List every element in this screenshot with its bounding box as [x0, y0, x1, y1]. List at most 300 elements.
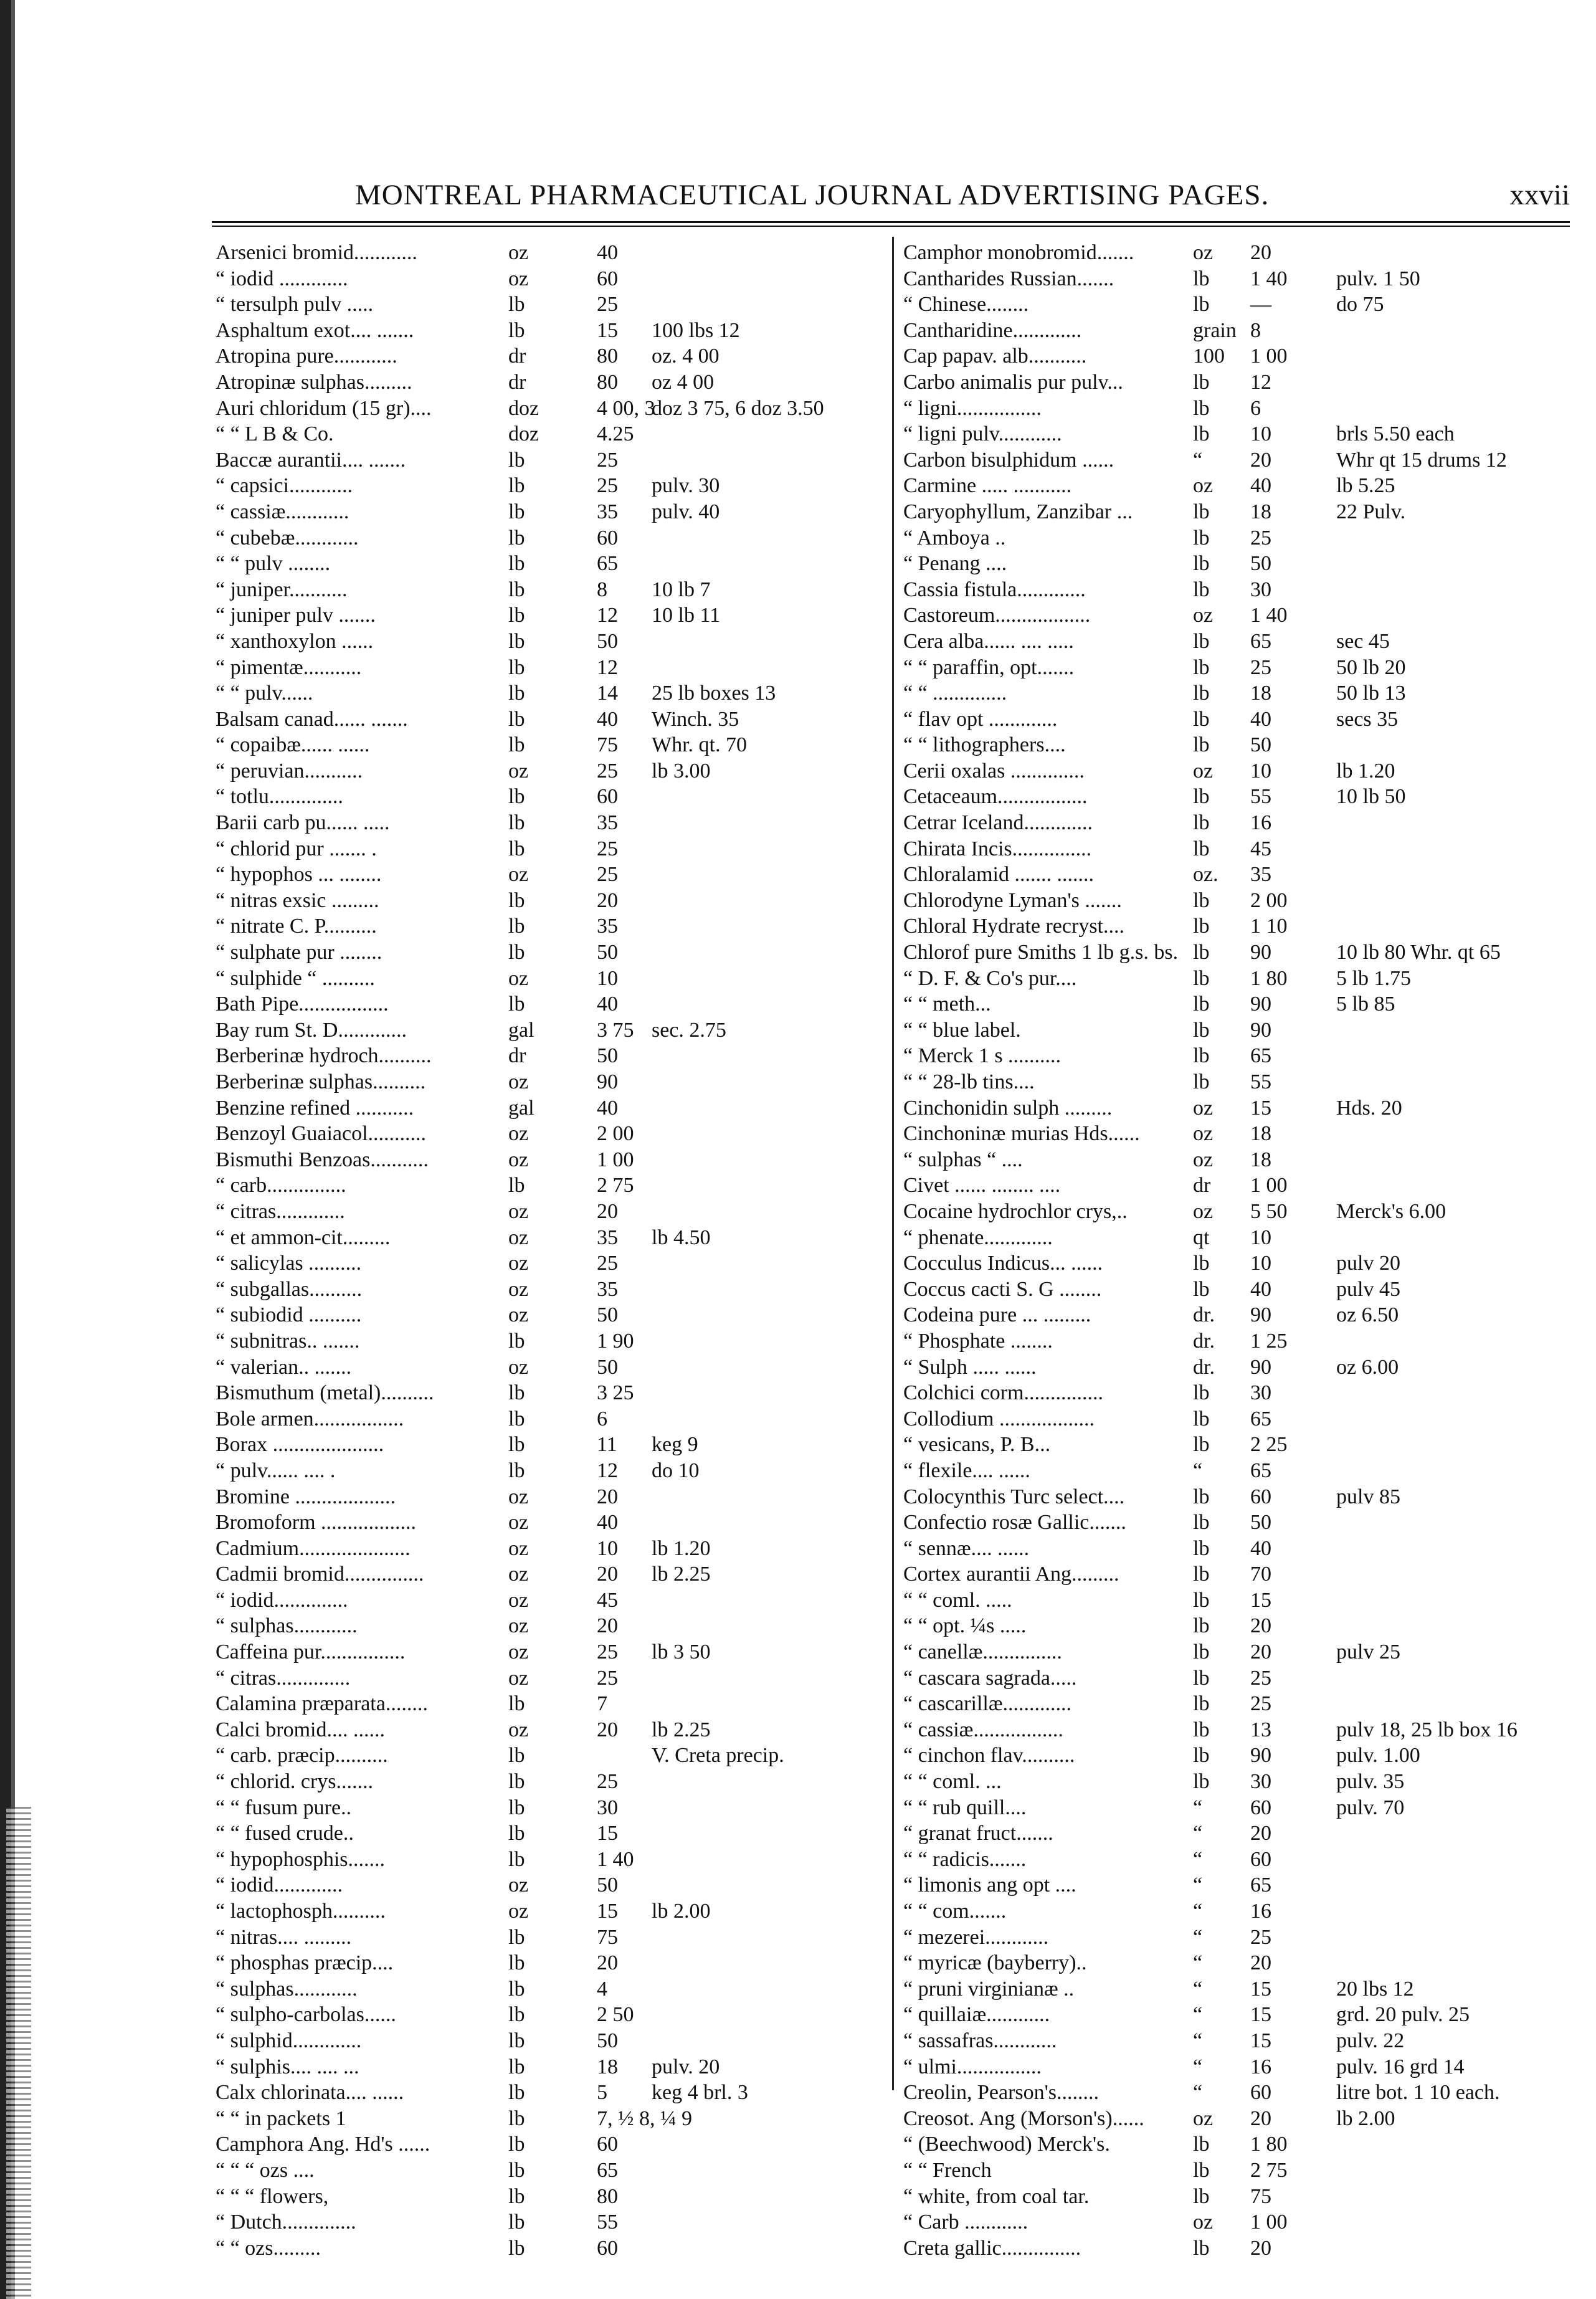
item-name: Cerii oxalas .............. [903, 759, 1085, 783]
item-name: “ pruni virginianæ .. [903, 1977, 1075, 2001]
item-unit: lb [508, 1459, 525, 1482]
item-price: 50 [1250, 552, 1271, 576]
price-list-row [216, 1017, 901, 1044]
item-unit: lb [1193, 992, 1210, 1016]
price-list-row [216, 1354, 901, 1381]
item-name: Cocaine hydrochlor crys,.. [903, 1199, 1128, 1223]
item-price: 1 25 [1250, 1329, 1288, 1353]
item-price: 90 [1250, 992, 1271, 1016]
price-list-row [900, 240, 1573, 266]
item-name: Carbo animalis pur pulv... [903, 370, 1123, 394]
item-name: Borax ..................... [216, 1433, 384, 1457]
item-unit: oz [1193, 759, 1214, 783]
item-unit: lb [1193, 500, 1210, 523]
item-name: “ citras.............. [216, 1666, 351, 1690]
item-unit: lb [1193, 1407, 1210, 1430]
price-list-row [216, 1458, 901, 1484]
price-list-row [216, 1821, 901, 1847]
item-unit: lb [508, 682, 525, 705]
item-note: Whr qt 15 drums 12 [1336, 448, 1507, 472]
price-list-row [216, 1484, 901, 1510]
item-unit: grain [1193, 318, 1237, 342]
journal-title: MONTREAL PHARMACEUTICAL JOURNAL ADVERTISING PAGES. [355, 179, 1270, 211]
price-list-row [216, 1743, 901, 1769]
item-price: 30 [1250, 1381, 1271, 1405]
item-unit: lb [1193, 837, 1210, 860]
item-name: Confectio rosæ Gallic....... [903, 1511, 1126, 1535]
item-note: 10 lb 11 [652, 604, 721, 627]
item-price: 1 40 [1250, 604, 1288, 627]
item-note: lb 1.20 [1336, 759, 1395, 783]
price-list-row [900, 602, 1573, 629]
item-unit: lb [508, 1744, 525, 1768]
item-unit: lb [1193, 1718, 1210, 1741]
price-list-row [216, 292, 901, 318]
item-price: 20 [597, 1199, 618, 1223]
item-name: “ carb............... [216, 1174, 346, 1197]
price-list-row [216, 991, 901, 1017]
item-name: “ vesicans, P. B... [903, 1433, 1051, 1457]
item-unit: doz [508, 422, 539, 446]
item-name: “ “ rub quill.... [903, 1796, 1027, 1819]
item-price: 40 [1250, 707, 1271, 731]
item-unit: lb [508, 1407, 525, 1430]
item-price: 12 [597, 1459, 618, 1482]
item-note: 25 lb boxes 13 [652, 682, 776, 705]
price-list-row [216, 1510, 901, 1536]
item-unit: lb [508, 707, 525, 731]
item-name: “ granat fruct....... [903, 1822, 1053, 1845]
item-name: “ “ com....... [903, 1900, 1007, 1923]
item-note: Merck's 6.00 [1336, 1199, 1446, 1223]
item-note: pulv. 1 50 [1336, 267, 1420, 290]
item-price: 25 [1250, 655, 1271, 679]
header-rule-top [212, 221, 1570, 223]
item-note: lb 2.00 [1336, 2106, 1395, 2130]
item-name: “ chlorid. crys....... [216, 1770, 374, 1794]
price-list-row [216, 2158, 901, 2184]
item-price: 20 [1250, 2236, 1271, 2260]
price-list-row [216, 784, 901, 810]
item-name: “ Dutch.............. [216, 2211, 356, 2234]
item-price: 20 [597, 1951, 618, 1975]
item-unit: lb [508, 474, 525, 498]
price-list-row [900, 2158, 1573, 2184]
price-list-row [216, 1950, 901, 1976]
item-unit: lb [1193, 707, 1210, 731]
item-name: “ iodid.............. [216, 1588, 348, 1612]
item-unit: lb [1193, 785, 1210, 809]
item-name: “ subgallas.......... [216, 1277, 363, 1301]
price-list-row [900, 1225, 1573, 1251]
item-unit: lb [508, 915, 525, 938]
item-name: “ “ radicis....... [903, 1847, 1027, 1871]
item-name: “ limonis ang opt .... [903, 1873, 1076, 1897]
item-unit: oz [508, 1070, 529, 1093]
price-list-row [900, 2106, 1573, 2132]
item-note: litre bot. 1 10 each. [1336, 2081, 1500, 2105]
price-list-row [216, 1225, 901, 1251]
item-unit: lb [508, 500, 525, 523]
item-name: “ iodid ............. [216, 267, 348, 290]
item-note: lb 2.25 [652, 1718, 711, 1741]
item-price: 40 [597, 707, 618, 731]
price-list-row [900, 1847, 1573, 1873]
price-list-row [900, 862, 1573, 888]
item-name: “ “ 28-lb tins.... [903, 1070, 1035, 1093]
item-price: 15 [597, 318, 618, 342]
price-list-row [900, 1017, 1573, 1044]
item-unit: oz [508, 1252, 529, 1275]
item-note: lb 3 50 [652, 1640, 711, 1664]
item-note: grd. 20 pulv. 25 [1336, 2003, 1470, 2027]
item-unit: lb [1193, 396, 1210, 420]
item-price: 50 [597, 1355, 618, 1379]
item-price: 16 [1250, 2055, 1271, 2078]
item-name: “ cascarillæ............. [903, 1692, 1072, 1716]
item-name: “ Penang .... [903, 552, 1007, 576]
item-name: “ flav opt ............. [903, 707, 1058, 731]
item-unit: lb [508, 992, 525, 1016]
item-unit: lb [1193, 2236, 1210, 2260]
item-price: 45 [1250, 837, 1271, 860]
item-unit: “ [1193, 448, 1203, 472]
item-name: “ “ ozs......... [216, 2236, 321, 2260]
item-note: V. Creta precip. [652, 1744, 784, 1768]
price-list-row [900, 1795, 1573, 1821]
item-price: 90 [1250, 1018, 1271, 1042]
item-price: 10 [597, 1536, 618, 1560]
item-note: sec. 2.75 [652, 1018, 726, 1042]
item-price: 8 [1250, 318, 1261, 342]
price-list-row [216, 1665, 901, 1692]
item-price: 60 [597, 2236, 618, 2260]
item-price: 65 [1250, 1044, 1271, 1068]
item-unit: lb [508, 2055, 525, 2078]
price-list-row [216, 1691, 901, 1717]
price-list-row [900, 1328, 1573, 1354]
item-name: Calci bromid.... ...... [216, 1718, 385, 1741]
item-price: 18 [1250, 1148, 1271, 1171]
item-unit: oz [1193, 1199, 1214, 1223]
item-unit: lb [1193, 1252, 1210, 1275]
item-unit: oz [508, 1122, 529, 1146]
item-unit: oz [1193, 2211, 1214, 2234]
item-unit: lb [1193, 526, 1210, 550]
item-note: lb 1.20 [652, 1536, 711, 1560]
item-name: “ “ pulv ........ [216, 552, 331, 576]
item-name: “ Amboya .. [903, 526, 1006, 550]
item-price: 1 40 [597, 1847, 634, 1871]
item-name: Bole armen................. [216, 1407, 404, 1430]
item-price: 1 00 [597, 1148, 634, 1171]
item-name: “ sulphas............ [216, 1614, 358, 1638]
item-price: 16 [1250, 811, 1271, 835]
item-name: Chlorof pure Smiths 1 lb g.s. bs. [903, 941, 1179, 964]
item-name: “ sulphide “ .......... [216, 966, 375, 990]
item-price: 90 [1250, 1355, 1271, 1379]
item-name: Carbon bisulphidum ...... [903, 448, 1114, 472]
item-name: Baccæ aurantii.... ....... [216, 448, 406, 472]
price-list-row [900, 499, 1573, 525]
item-unit: oz [508, 1588, 529, 1612]
item-name: Bismuthum (metal).......... [216, 1381, 434, 1405]
item-price: 25 [1250, 526, 1271, 550]
item-price: 60 [597, 2133, 618, 2156]
item-price: 8 [597, 578, 607, 601]
item-price: 3 25 [597, 1381, 634, 1405]
price-list-row [216, 1717, 901, 1743]
item-price: 50 [1250, 1511, 1271, 1535]
item-unit: lb [1193, 811, 1210, 835]
item-name: “ tersulph pulv ..... [216, 293, 374, 317]
item-price: 65 [1250, 1873, 1271, 1897]
item-note: keg 9 [652, 1433, 698, 1457]
item-price: 15 [1250, 1977, 1271, 2001]
item-unit: lb [508, 526, 525, 550]
item-name: Castoreum.................. [903, 604, 1091, 627]
item-price: 60 [597, 267, 618, 290]
item-price: 2 50 [597, 2003, 634, 2027]
item-unit: gal [508, 1096, 534, 1120]
price-list-row [216, 810, 901, 836]
item-unit: oz. [1193, 863, 1218, 887]
item-price: 50 [1250, 733, 1271, 757]
item-name: Berberinæ hydroch.......... [216, 1044, 432, 1068]
item-note: lb 3.00 [652, 759, 711, 783]
item-unit: oz [508, 1277, 529, 1301]
item-price: 35 [597, 811, 618, 835]
item-price: 60 [1250, 2081, 1271, 2105]
item-price: 10 [1250, 1226, 1271, 1249]
item-unit: oz [508, 1199, 529, 1223]
item-unit: “ [1193, 1925, 1203, 1949]
item-name: Camphora Ang. Hd's ...... [216, 2133, 430, 2156]
item-name: “ hypophosphis....... [216, 1847, 385, 1871]
item-price: 25 [1250, 1692, 1271, 1716]
item-note: pulv. 30 [652, 474, 720, 498]
item-price: 15 [1250, 1588, 1271, 1612]
item-note: oz 6.00 [1336, 1355, 1399, 1379]
item-price: 1 80 [1250, 966, 1288, 990]
price-list-row [216, 940, 901, 966]
item-name: “ “ coml. ..... [903, 1588, 1012, 1612]
item-price: 65 [1250, 1407, 1271, 1430]
item-price: 25 [597, 1770, 618, 1794]
item-name: “ Merck 1 s .......... [903, 1044, 1062, 1068]
item-name: Cocculus Indicus... ...... [903, 1252, 1103, 1275]
item-name: “ capsici............ [216, 474, 353, 498]
item-price: 2 00 [597, 1122, 634, 1146]
price-list-row [900, 1872, 1573, 1898]
price-list-row [216, 2235, 901, 2262]
item-name: Cadmium..................... [216, 1536, 411, 1560]
price-list-row [216, 1121, 901, 1147]
price-list-row [216, 473, 901, 499]
price-list-row [900, 1302, 1573, 1328]
price-list-row [900, 1561, 1573, 1587]
price-list-row [216, 629, 901, 655]
item-unit: lb [1193, 552, 1210, 576]
price-list-row [900, 707, 1573, 733]
price-list-row [900, 655, 1573, 681]
price-list-row [900, 2028, 1573, 2054]
item-name: “ sulphas............ [216, 1977, 358, 2001]
item-price: 90 [1250, 1744, 1271, 1768]
item-unit: “ [1193, 1873, 1203, 1897]
item-note: 5 lb 1.75 [1336, 966, 1411, 990]
item-name: Calamina præparata........ [216, 1692, 428, 1716]
item-name: Bismuthi Benzoas........... [216, 1148, 429, 1171]
item-unit: lb [1193, 1433, 1210, 1457]
price-list-row [216, 369, 901, 396]
item-unit: lb [1193, 1070, 1210, 1093]
price-list-row [900, 1095, 1573, 1121]
item-price: 60 [597, 785, 618, 809]
price-list-row [900, 473, 1573, 499]
item-unit: lb [1193, 941, 1210, 964]
price-list-row [216, 1898, 901, 1925]
item-price: 18 [597, 2055, 618, 2078]
item-price: 60 [1250, 1485, 1271, 1508]
price-list-row [216, 447, 901, 474]
item-name: “ juniper........... [216, 578, 348, 601]
item-note: doz 3 75, 6 doz 3.50 [652, 396, 824, 420]
item-name: Chloral Hydrate recryst.... [903, 915, 1124, 938]
item-note: 10 lb 7 [652, 578, 711, 601]
price-list-row [216, 1328, 901, 1354]
price-list-row [216, 2054, 901, 2080]
item-name: “ “ .............. [903, 682, 1007, 705]
price-list-row [216, 1406, 901, 1432]
item-unit: lb [508, 1174, 525, 1197]
price-list-row [216, 1795, 901, 1821]
item-name: “ cassiæ................. [903, 1718, 1063, 1741]
item-name: “ subnitras.. ....... [216, 1329, 360, 1353]
price-list-row [216, 1069, 901, 1095]
item-name: “ et ammon-cit......... [216, 1226, 391, 1249]
item-unit: “ [1193, 1822, 1203, 1845]
item-price: 50 [597, 1303, 618, 1327]
item-price: 25 [597, 1640, 618, 1664]
item-note: pulv. 16 grd 14 [1336, 2055, 1465, 2078]
price-list-row [216, 732, 901, 758]
item-unit: lb [1193, 1640, 1210, 1664]
item-name: Barii carb pu...... ..... [216, 811, 390, 835]
price-list-row [216, 1043, 901, 1069]
right-price-column [900, 240, 1573, 2261]
item-name: “ subiodid .......... [216, 1303, 362, 1327]
item-name: Caryophyllum, Zanzibar ... [903, 500, 1133, 523]
item-name: “ myricæ (bayberry).. [903, 1951, 1087, 1975]
item-name: Cantharidine............. [903, 318, 1082, 342]
item-note: 20 lbs 12 [1336, 1977, 1414, 2001]
item-unit: lb [508, 2029, 525, 2052]
price-list-row [216, 1173, 901, 1199]
price-list-row [216, 602, 901, 629]
item-note: oz 4 00 [652, 370, 715, 394]
item-price: 55 [597, 2211, 618, 2234]
price-list-row [216, 551, 901, 577]
price-list-row [900, 525, 1573, 551]
price-list-row [216, 266, 901, 292]
item-unit: lb [508, 448, 525, 472]
price-list-row [216, 2184, 901, 2210]
item-price: 2 25 [1250, 1433, 1288, 1457]
item-price: 50 [597, 1044, 618, 1068]
item-name: “ cubebæ............ [216, 526, 359, 550]
item-price: 40 [597, 1511, 618, 1535]
item-price: 35 [597, 915, 618, 938]
price-list-row [900, 966, 1573, 992]
item-unit: lb [1193, 966, 1210, 990]
price-list-row [900, 1665, 1573, 1692]
price-list-row [900, 1043, 1573, 1069]
price-list-row [900, 1354, 1573, 1381]
item-name: “ Chinese........ [903, 293, 1029, 317]
item-unit: lb [1193, 915, 1210, 938]
item-name: “ sulphas “ .... [903, 1148, 1023, 1171]
item-name: Collodium .................. [903, 1407, 1095, 1430]
item-price: 7 [597, 1692, 607, 1716]
item-unit: lb [508, 655, 525, 679]
item-unit: lb [508, 1770, 525, 1794]
price-list-row [216, 2106, 901, 2132]
item-unit: lb [508, 1692, 525, 1716]
item-unit: lb [1193, 629, 1210, 653]
item-unit: lb [508, 1796, 525, 1819]
price-list-row [900, 1432, 1573, 1458]
price-list-row [900, 1639, 1573, 1665]
price-list-row [216, 2131, 901, 2158]
item-price: 25 [1250, 1666, 1271, 1690]
item-name: “ canellæ............... [903, 1640, 1062, 1664]
item-name: Auri chloridum (15 gr).... [216, 396, 432, 420]
item-name: “ sulphis.... .... ... [216, 2055, 359, 2078]
item-unit: oz [508, 1614, 529, 1638]
item-price: 25 [597, 293, 618, 317]
item-unit: oz [1193, 1122, 1214, 1146]
item-name: Bromine ................... [216, 1485, 396, 1508]
item-name: Cinchoninæ murias Hds...... [903, 1122, 1140, 1146]
price-list-row [216, 2002, 901, 2028]
item-price: 75 [597, 1925, 618, 1949]
item-price: 20 [1250, 2106, 1271, 2130]
item-price: 25 [597, 863, 618, 887]
price-list-row [216, 1302, 901, 1328]
item-unit: oz [508, 1485, 529, 1508]
item-unit: lb [508, 2081, 525, 2105]
item-name: “ “ L B & Co. [216, 422, 334, 446]
item-unit: oz [508, 1303, 529, 1327]
item-price: 60 [1250, 1847, 1271, 1871]
item-name: “ “ “ flowers, [216, 2184, 329, 2208]
item-name: Cap papav. alb........... [903, 345, 1087, 368]
item-name: Benzine refined ........... [216, 1096, 414, 1120]
item-price: 20 [1250, 1614, 1271, 1638]
item-unit: lb [1193, 1744, 1210, 1768]
price-list-row [900, 1717, 1573, 1743]
page-edge-texture [6, 1807, 31, 2299]
item-price: 50 [597, 941, 618, 964]
item-unit: lb [508, 2106, 525, 2130]
item-name: “ xanthoxylon ...... [216, 629, 374, 653]
item-price: 60 [1250, 1796, 1271, 1819]
item-note: 50 lb 20 [1336, 655, 1406, 679]
item-unit: oz [508, 863, 529, 887]
item-price: 15 [1250, 2029, 1271, 2052]
item-name: Caffeina pur................ [216, 1640, 406, 1664]
